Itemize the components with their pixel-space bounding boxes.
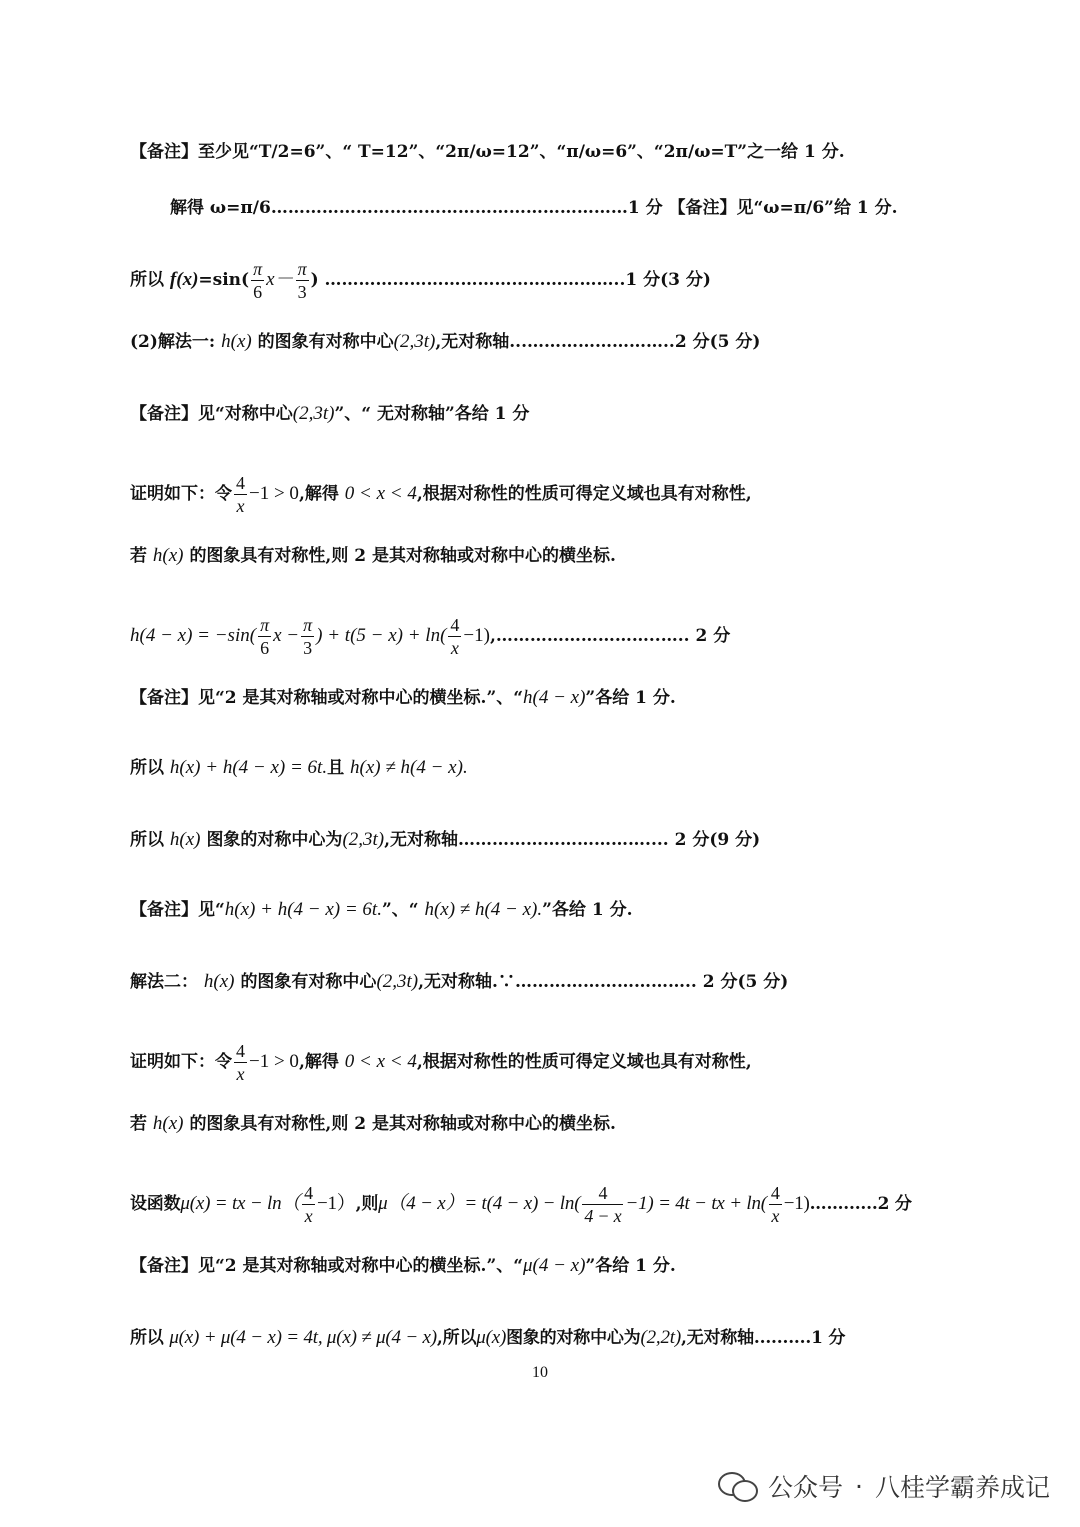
math: (2,3t) xyxy=(393,331,436,352)
math: h(x) + h(4 − x) = 6t. xyxy=(224,899,382,920)
note-line-4 xyxy=(130,898,633,922)
method-one-line xyxy=(130,330,760,354)
denominator: x xyxy=(236,496,245,516)
text: ,则 xyxy=(355,1194,379,1214)
watermark-separator: · xyxy=(855,1471,863,1501)
text: 若 xyxy=(130,546,147,566)
score-text: ,无对称轴..........1 分 xyxy=(680,1328,846,1348)
text: 【备注】见“对称中心 xyxy=(130,404,293,424)
text: (2)解法一: xyxy=(130,332,216,352)
fraction-4-x xyxy=(234,1040,247,1085)
text: ,根据对称性的性质可得定义域也具有对称性, xyxy=(416,484,752,504)
solve-omega-line xyxy=(170,196,898,220)
denominator: x xyxy=(236,1064,245,1084)
math: h(x) ≠ h(4 − x). xyxy=(424,899,543,920)
score-text: ) ……………………………………………..1 分(3 分) xyxy=(310,270,711,290)
conclusion-line-1 xyxy=(130,828,760,852)
score-text: ,无对称轴...……………………..2 分(5 分) xyxy=(435,332,761,352)
fraction-pi-6 xyxy=(251,258,264,303)
text: 所以 xyxy=(130,758,164,778)
fraction-4-x xyxy=(769,1182,782,1227)
numerator: 4 xyxy=(236,1041,245,1061)
math: h(x) xyxy=(203,971,235,992)
text: 的图象具有对称性,则 2 是其对称轴或对称中心的横坐标. xyxy=(189,1114,616,1134)
sum-line xyxy=(130,756,468,780)
numerator: π xyxy=(297,259,307,279)
watermark-account: 八桂学霸养成记 xyxy=(874,1473,1050,1502)
math: μ(x) xyxy=(476,1327,507,1348)
math: −1） xyxy=(316,1193,356,1214)
text: 【备注】见“2 是其对称轴或对称中心的横坐标.”、“ xyxy=(130,1256,523,1276)
score-text: ……......2 分 xyxy=(809,1194,912,1214)
text: 证明如下：令 xyxy=(130,1052,232,1072)
denominator: x xyxy=(304,1206,313,1226)
numerator: 4 xyxy=(770,1183,780,1203)
math: μ(4 − x) xyxy=(523,1255,586,1276)
denominator: 3 xyxy=(303,638,313,658)
mu-function-line xyxy=(130,1182,912,1227)
text: 图象的对称中心为 xyxy=(506,1328,641,1348)
numerator: 4 xyxy=(304,1183,313,1203)
math: h(4 − x) = −sin( xyxy=(130,625,257,646)
math: (2,2t) xyxy=(640,1327,681,1348)
text: 的图象具有对称性,则 2 是其对称轴或对称中心的横坐标. xyxy=(189,546,616,566)
wechat-icon xyxy=(718,1470,758,1502)
math: −1 > 0 xyxy=(249,483,299,504)
denominator: 6 xyxy=(253,282,263,302)
math: h(x) xyxy=(152,1113,184,1134)
text: ,根据对称性的性质可得定义域也具有对称性, xyxy=(416,1052,752,1072)
fraction-pi-6 xyxy=(258,614,271,659)
denominator: x xyxy=(450,638,459,658)
note-line-2 xyxy=(130,402,529,426)
text: 【备注】见“ xyxy=(130,900,225,920)
proof-line-2 xyxy=(130,544,616,568)
text: 设函数 xyxy=(130,1194,181,1214)
watermark-label: 公众号 xyxy=(768,1473,844,1502)
numerator: π xyxy=(253,259,263,279)
text: 若 xyxy=(130,1114,147,1134)
text: 【备注】见“2 是其对称轴或对称中心的横坐标.”、“ xyxy=(130,688,523,708)
denominator: 4 − x xyxy=(584,1206,622,1226)
text: ”各给 1 分. xyxy=(585,1256,676,1276)
math: −1) = 4t − tx + ln( xyxy=(625,1193,767,1214)
note-text: 【备注】至少见“T/2=6”、“ T=12”、“2π/ω=12”、“π/ω=6”、“2π/ω=T”之一给 1 分. xyxy=(130,142,845,162)
denominator: 3 xyxy=(297,282,307,302)
math: −1) xyxy=(463,625,490,646)
math: (2,3t) xyxy=(292,403,335,424)
math: h(4 − x) xyxy=(523,687,586,708)
math: 0 < x < 4 xyxy=(344,1051,417,1072)
math: ) + t(5 − x) + ln( xyxy=(316,625,447,646)
math: h(x) xyxy=(152,545,184,566)
text: 的图象有对称中心 xyxy=(240,972,377,992)
page-number: 10 xyxy=(532,1364,548,1381)
numerator: 4 xyxy=(450,615,460,635)
numerator: 4 xyxy=(236,473,245,493)
math: −1 > 0 xyxy=(249,1051,299,1072)
math: h(x) + h(4 − x) = 6t. xyxy=(169,757,328,778)
text: =sin( xyxy=(198,270,250,290)
text: 所以 xyxy=(130,270,164,290)
score-text: ,无对称轴…………………………….... 2 分(9 分) xyxy=(384,830,761,850)
math: μ（4 − x）= t(4 − x) − ln( xyxy=(378,1193,581,1214)
f-definition-line xyxy=(130,258,711,303)
fraction-4-x xyxy=(302,1182,315,1227)
note-line-5 xyxy=(130,1254,676,1278)
math: μ(x) + μ(4 − x) = 4t, μ(x) ≠ μ(4 − x) xyxy=(169,1327,437,1348)
fraction-4-x xyxy=(448,614,461,659)
text: 解法二： xyxy=(130,972,198,992)
method-two-line xyxy=(130,970,788,994)
text: ”各给 1 分. xyxy=(542,900,633,920)
math: h(x) ≠ h(4 − x). xyxy=(350,757,468,778)
proof-line-1 xyxy=(130,472,752,517)
math-f-x: f(x) xyxy=(169,269,199,290)
text: 证明如下：令 xyxy=(130,484,232,504)
text: ,所以 xyxy=(436,1328,477,1348)
math: μ(x) = tx − ln（ xyxy=(180,1193,301,1214)
math: 0 < x < 4 xyxy=(344,483,417,504)
fraction-4-over-4-minus-x xyxy=(582,1182,623,1227)
text: 所以 xyxy=(130,1328,164,1348)
conclusion-line-2 xyxy=(130,1326,845,1350)
score-text: ,无对称轴.∵………………………….. 2 分(5 分) xyxy=(418,972,789,992)
fraction-pi-3 xyxy=(301,614,314,659)
proof-line-3 xyxy=(130,1040,752,1085)
text: ”、“ 无对称轴”各给 1 分 xyxy=(334,404,530,424)
note-line-3 xyxy=(130,686,676,710)
numerator: 4 xyxy=(582,1182,623,1205)
text: ,解得 xyxy=(298,1052,339,1072)
math: −1) xyxy=(783,1193,810,1214)
text: 的图象有对称中心 xyxy=(257,332,394,352)
math: x − xyxy=(273,625,300,646)
text: ,解得 xyxy=(298,484,339,504)
solve-text: 解得 ω=π/6………………………………………………………1 分 【备注】见“ω=π/6”给 1 分. xyxy=(170,198,898,218)
math: (2,3t) xyxy=(342,829,385,850)
fraction-4-x xyxy=(234,472,247,517)
fraction-pi-3 xyxy=(296,258,309,303)
math: x－ xyxy=(266,269,294,290)
note-line-1 xyxy=(130,140,845,164)
text: 图象的对称中心为 xyxy=(206,830,343,850)
denominator: x xyxy=(771,1206,780,1226)
score-text: ,………………………..….. 2 分 xyxy=(489,626,731,646)
text: 且 xyxy=(327,758,345,778)
math: (2,3t) xyxy=(376,971,419,992)
proof-line-4 xyxy=(130,1112,616,1136)
math: h(x) xyxy=(169,829,201,850)
math: h(x) xyxy=(221,331,252,352)
h-4-minus-x-line xyxy=(130,614,730,659)
numerator: π xyxy=(260,615,270,635)
text: ”、“ xyxy=(381,900,419,920)
text: ”各给 1 分. xyxy=(585,688,676,708)
denominator: 6 xyxy=(260,638,270,658)
text: 所以 xyxy=(130,830,164,850)
numerator: π xyxy=(303,615,313,635)
watermark xyxy=(718,1468,1050,1504)
